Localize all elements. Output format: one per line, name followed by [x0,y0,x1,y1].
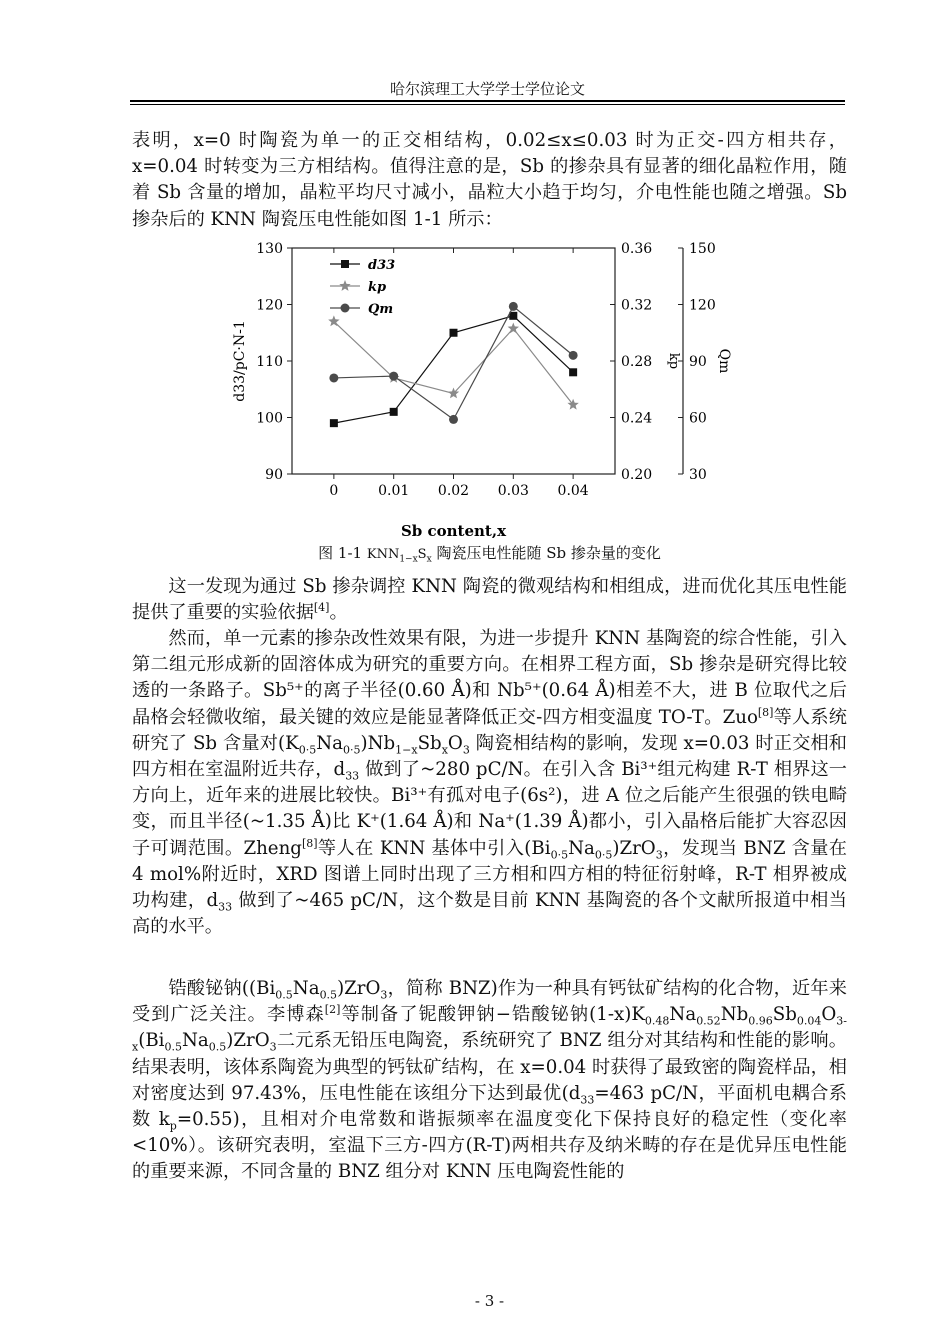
y-tick-label: 110 [256,354,283,370]
qm-tick-label: 90 [689,354,707,370]
qm-tick-label: 30 [689,467,707,483]
kp-tick-label: 0.32 [621,297,653,314]
data-point-d33 [450,329,458,337]
paragraph-2-text: 这一发现为通过 Sb 掺杂调控 KNN 陶瓷的微观结构和相组成，进而优化其压电性能提供了重要的实验依据 [132,576,847,624]
paragraph-1: 表明，x=0 时陶瓷为单一的正交相结构，0.02≤x≤0.03 时为正交-四方相共存，x=0.04 时转变为三方相结构。值得注意的是，Sb 的掺杂具有显著的细化晶粒作用，随着 Sb 含量的增加，晶粒平均尺寸减小，晶粒大小趋于均匀，介电性能也随之增强。Sb 掺杂后的 KNN 陶瓷压电性能如图 1-1 所示： [132,130,847,230]
legend-marker-d33 [341,260,349,268]
data-point-Qm [389,372,398,381]
series-line-Qm [334,306,573,419]
qm-tick-label: 150 [689,241,716,257]
data-point-d33 [390,408,398,416]
paragraph-4: 锆酸铋钠($(Bi_{0.5}Na_{0.5})ZrO_3$，简称 BNZ)作为一种具有钙钛矿结构的化合物，近年来受到广泛关注。李博森[2]等制备了铌酸钾钠−锆酸铋钠$(1-x)K_{0.48}Na_{0.52}Nb_{0.96}Sb_{0.04}O_{3-x}(Bi_{0.5}Na_{0.5})ZrO_3$二元系无铅压电陶瓷，系统研究了 BNZ 组分对其结构和性能的影响。结果表明，该体系陶瓷为典型的钙钛矿结构，在 x=0.04 时获得了最致密的陶瓷样品，相对密度达到 97.43%，压电性能在该组分下达到最优($d_{33}=463$ pC/N，平面机电耦合系数 $k_p=0.55$)，且相对介电常数和谐振频率在温度变化下保持良好的稳定性（变化率<10%）。该研究表明，室温下三方-四方(R-T)两相共存及纳米畴的存在是优异压电性能的重要来源，不同含量的 BNZ 组分对 KNN 压电陶瓷性能的 [132,978,847,1183]
data-point-kp [508,323,519,334]
x-tick-label: 0.04 [557,483,589,499]
piezo-chart [230,238,740,538]
figure-1-1 [230,238,740,538]
y-tick-label: 90 [265,467,283,483]
qm-tick-label: 120 [689,297,716,314]
legend-marker-kp [339,280,350,291]
figure-caption [132,542,847,563]
y-tick-label: 100 [256,410,283,427]
x-tick-label: 0.02 [437,483,470,499]
header-rule-thin [130,104,845,105]
kp-tick-label: 0.24 [621,410,653,427]
x-tick-label: 0.01 [378,483,410,499]
y-axis-label-d33: d33/pC·N-1 [232,320,248,402]
citation-4: [4] [313,601,330,615]
caption-text: 陶瓷压电性能随 Sb 掺杂量的变化 [436,544,661,562]
kp-tick-label: 0.20 [621,467,653,483]
data-point-d33 [330,419,338,427]
paragraph-3: 然而，单一元素的掺杂改性效果有限，为进一步提升 KNN 基陶瓷的综合性能，引入第二组元形成新的固溶体成为研究的重要方向。在相界工程方面，Sb 掺杂是研究得比较透的一条路子。Sb⁵⁺的离子半径(0.60 Å)和 Nb⁵⁺(0.64 Å)相差不大，进 B 位取代之后晶格会轻微收缩，最关键的效应是能显著降低正交-四方相变温度 TO-T。Zuo[8]等人系统研究了 Sb 含量对$(K_{0\cdot 5}Na_{0\cdot 5})Nb_{1-x}Sb_xO_3$ 陶瓷相结构的影响，发现 x=0.03 时正交相和四方相在室温附近共存，$d_{33}$ 做到了~280 pC/N。在引入含 Bi³⁺组元构建 R-T 相界这一方向上，近年来的进展比较快。Bi³⁺有孤对电子(6s²)，进 A 位之后能产生很强的铁电畸变，而且半径(~1.35 Å)比 K⁺(1.64 Å)和 Na⁺(1.39 Å)都小，引入晶格后能扩大容忍因子可调范围。Zheng[8]等人在 KNN 基体中引入$(Bi_{0\cdot 5}Na_{0\cdot 5})ZrO_3$，发现当 BNZ 含量在 4 mol%附近时，XRD 图谱上同时出现了三方相和四方相的特征衍射峰，R-T 相界被成功构建，$d_{33}$ 做到了~465 pC/N，这个数是目前 KNN 基陶瓷的各个文献所报道中相当高的水平。 [132,628,847,938]
kp-axis-label: kp [666,352,681,370]
data-point-Qm [329,373,338,382]
data-point-d33 [569,368,577,376]
qm-tick-label: 60 [689,410,707,427]
y-tick-label: 130 [256,241,283,257]
paragraph-2 [132,574,847,626]
legend-label-d33: d33 [368,258,396,273]
x-tick-label: 0.03 [497,483,529,499]
header-rule-thick [130,100,845,102]
caption-formula: $KNN_{1-x}S_x$ [366,547,432,565]
legend-marker-Qm [341,304,350,313]
data-point-Qm [509,302,518,311]
data-point-d33 [509,312,517,320]
kp-tick-label: 0.36 [621,241,653,257]
plot-frame [292,248,615,474]
data-point-Qm [449,415,458,424]
running-header: 哈尔滨理工大学学士学位论文 [389,80,585,98]
x-tick-label: 0 [329,483,339,499]
legend-label-kp: kp [368,280,387,295]
legend-label-Qm: Qm [368,302,394,317]
kp-tick-label: 0.28 [621,354,653,370]
qm-axis-label: Qm [716,348,732,374]
y-tick-label: 120 [256,297,283,314]
paragraph-2-end: 。 [329,602,348,624]
caption-prefix: 图 1-1 [318,544,363,562]
data-point-Qm [569,351,578,360]
x-axis-label: Sb content,x [400,522,507,538]
page-number: - 3 - [474,1292,505,1310]
